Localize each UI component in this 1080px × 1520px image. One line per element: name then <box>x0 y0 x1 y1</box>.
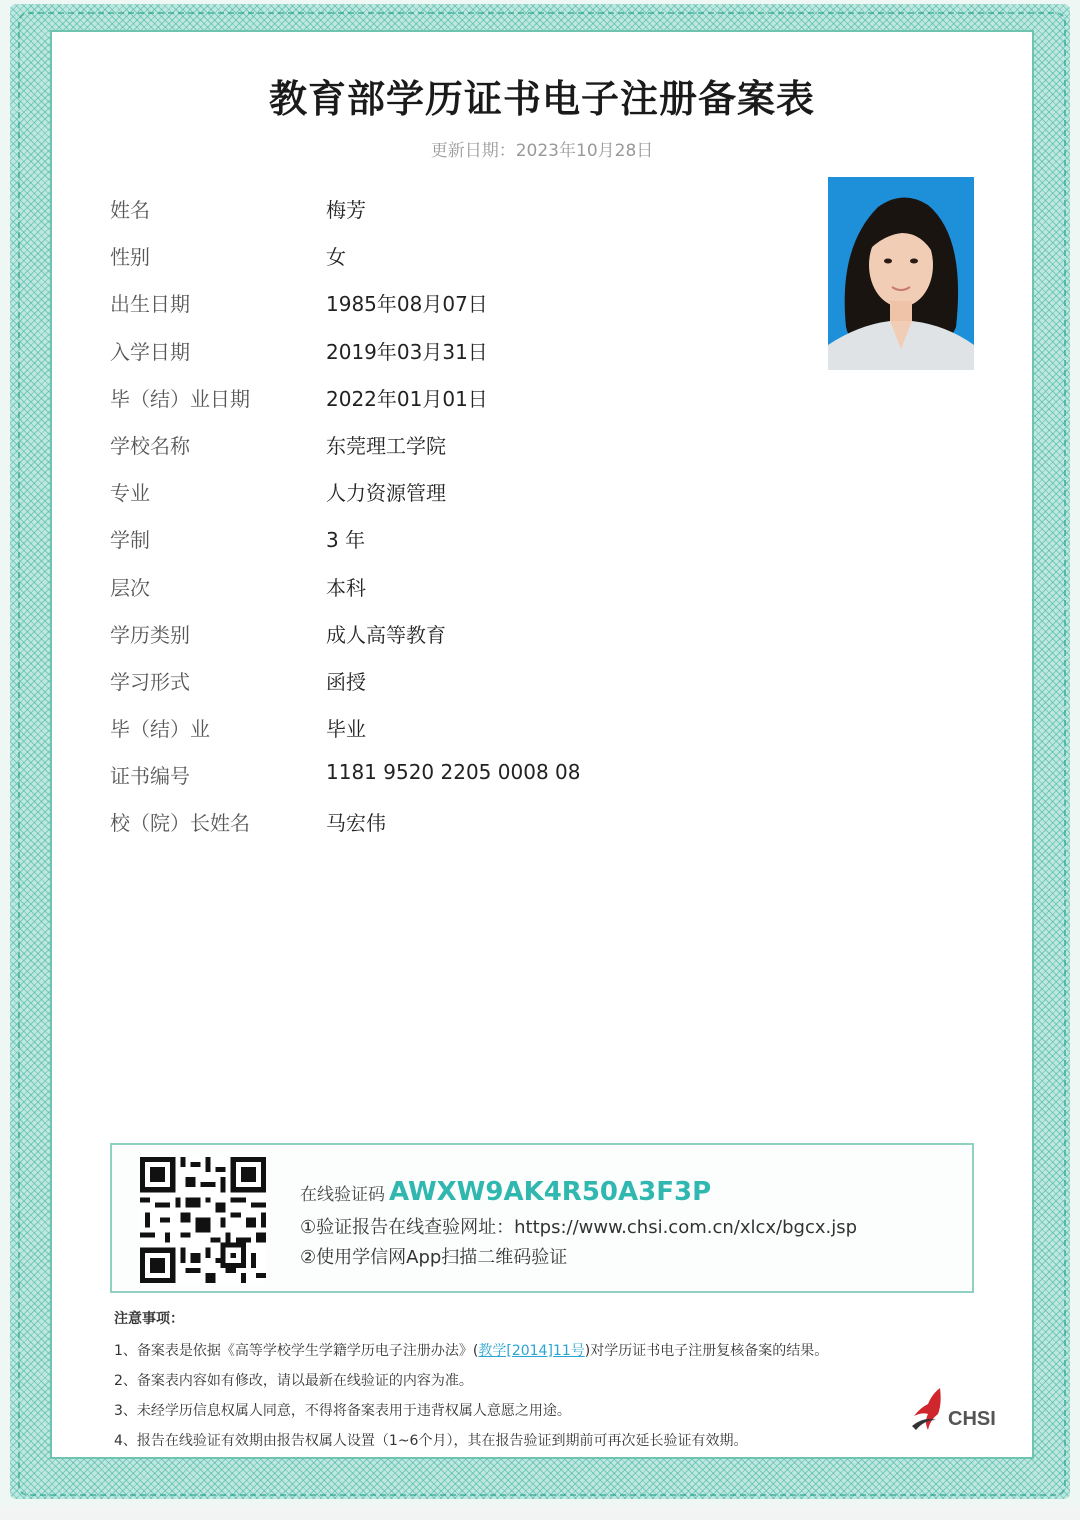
field-value: 东莞理工学院 <box>326 433 446 458</box>
field-value: 1985年08月07日 <box>326 292 488 317</box>
field-label: 性别 <box>110 245 150 270</box>
field-row-birth-date <box>110 284 810 331</box>
field-value: 本科 <box>326 575 366 600</box>
field-value: 2022年01月01日 <box>326 386 488 411</box>
field-value: 函授 <box>326 669 366 694</box>
verification-url-line[interactable]: ①验证报告在线查验网址：https://www.chsi.com.cn/xlcx/bgcx.jsp <box>300 1217 858 1238</box>
field-row-graduation-date <box>110 379 810 426</box>
field-value: 毕业 <box>326 717 366 742</box>
field-value: 马宏伟 <box>326 811 386 836</box>
notes-title: 注意事项： <box>114 1311 184 1327</box>
field-label: 毕（结）业 <box>110 717 210 742</box>
field-row-gender <box>110 237 810 284</box>
field-value: 人力资源管理 <box>326 481 446 506</box>
info-table <box>110 190 810 851</box>
field-label: 校（院）长姓名 <box>110 811 250 836</box>
field-label: 学制 <box>110 528 150 553</box>
note-1-suffix: )对学历证书电子注册复核备案的结果。 <box>584 1343 829 1359</box>
student-photo <box>828 177 974 370</box>
field-label: 学校名称 <box>110 433 190 458</box>
note-1-prefix: 1、备案表是依据《高等学校学生学籍学历电子注册办法》( <box>114 1343 479 1359</box>
field-row-education-type <box>110 615 810 662</box>
chsi-bird-icon <box>910 1386 950 1432</box>
field-row-certificate-number <box>110 756 810 803</box>
document-title: 教育部学历证书电子注册备案表 <box>268 77 815 121</box>
portrait-illustration <box>828 177 974 370</box>
field-label: 专业 <box>110 481 150 506</box>
field-label: 学历类别 <box>110 622 190 647</box>
field-row-graduation-status <box>110 709 810 756</box>
field-value: 3 年 <box>326 528 366 553</box>
field-row-enroll-date <box>110 332 810 379</box>
field-value: 梅芳 <box>326 198 366 222</box>
field-label: 层次 <box>110 575 150 600</box>
field-value: 1181 9520 2205 0008 08 <box>326 760 581 785</box>
field-label: 姓名 <box>110 198 150 222</box>
field-label: 证书编号 <box>110 764 190 789</box>
verification-code-label: 在线验证码 <box>300 1185 385 1205</box>
field-row-study-mode <box>110 662 810 709</box>
note-item-4: 4、报告在线验证有效期由报告权属人设置（1~6个月），其在报告验证到期前可再次延长验证有效期。 <box>114 1433 748 1449</box>
field-label: 出生日期 <box>110 292 190 317</box>
chsi-logo <box>910 1386 1000 1436</box>
note-item-2: 2、备案表内容如有修改，请以最新在线验证的内容为准。 <box>114 1373 473 1389</box>
field-row-president-name <box>110 803 810 850</box>
verification-code: AWXW9AK4R50A3F3P <box>389 1177 712 1207</box>
qr-code-icon[interactable] <box>140 1157 266 1283</box>
field-value: 女 <box>326 245 346 270</box>
field-row-level <box>110 568 810 615</box>
field-value: 2019年03月31日 <box>326 339 488 364</box>
regulation-link[interactable]: 教学[2014]11号 <box>478 1343 585 1359</box>
field-label: 学习形式 <box>110 669 190 694</box>
field-row-major <box>110 473 810 520</box>
note-item-3: 3、未经学历信息权属人同意，不得将备案表用于违背权属人意愿之用途。 <box>114 1403 571 1419</box>
field-row-name <box>110 190 810 237</box>
field-row-school <box>110 426 810 473</box>
field-label: 毕（结）业日期 <box>110 386 250 411</box>
update-date: 更新日期：2023年10月28日 <box>430 141 654 161</box>
document-body <box>50 30 1034 1459</box>
field-value: 成人高等教育 <box>326 622 446 647</box>
note-item-1 <box>114 1340 994 1360</box>
verification-app-line: ②使用学信网App扫描二维码验证 <box>300 1247 568 1268</box>
notes-section <box>114 1308 994 1460</box>
field-row-duration <box>110 520 810 567</box>
field-label: 入学日期 <box>110 339 190 364</box>
verification-code-line <box>300 1177 711 1207</box>
verification-box <box>110 1143 974 1293</box>
chsi-logo-text: CHSI <box>948 1408 996 1430</box>
